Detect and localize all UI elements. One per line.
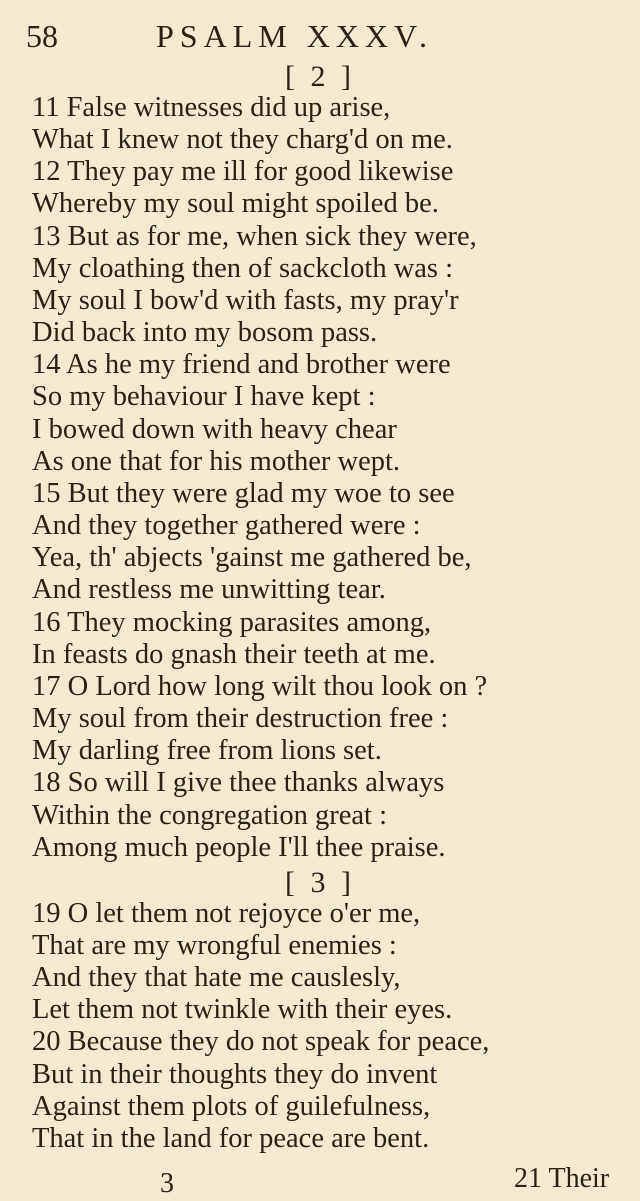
signature-mark: 3 xyxy=(160,1168,174,1199)
verse-line: My soul from their destruction free : xyxy=(32,703,449,735)
verse-line: Let them not twinkle with their eyes. xyxy=(32,994,453,1026)
verse-line: In feasts do gnash their teeth at me. xyxy=(32,638,436,670)
verse-line: 17 O Lord how long wilt thou look on ? xyxy=(32,670,488,702)
verse-line: So my behaviour I have kept : xyxy=(32,381,376,413)
verse-line: My soul I bow'd with fasts, my pray'r xyxy=(32,284,459,316)
verse-line: That in the land for peace are bent. xyxy=(32,1123,430,1154)
page-number: 58 xyxy=(26,18,58,54)
verse-line: And restless me unwitting tear. xyxy=(32,574,386,606)
verse-line: Within the congregation great : xyxy=(32,799,387,831)
verse-line: Did back into my bosom pass. xyxy=(32,317,378,349)
verse-line: And they together gathered were : xyxy=(32,510,421,542)
page-header xyxy=(26,18,600,58)
verse-line: My cloathing then of sackcloth was : xyxy=(32,252,454,284)
verse-line: 13 But as for me, when sick they were, xyxy=(32,220,477,252)
running-title: PSALM XXXV. xyxy=(156,18,434,54)
catchword: 21 Their xyxy=(514,1163,610,1194)
verse-line: What I knew not they charg'd on me. xyxy=(32,123,453,155)
verse-line: I bowed down with heavy chear xyxy=(32,413,397,445)
verse-line: 11 False witnesses did up arise, xyxy=(32,91,391,123)
verse-line: Whereby my soul might spoiled be. xyxy=(32,188,439,220)
verse-line: Against them plots of guilefulness, xyxy=(32,1090,431,1122)
verse-line: Yea, th' abjects 'gainst me gathered be, xyxy=(32,542,472,574)
verse-line: That are my wrongful enemies : xyxy=(32,929,397,961)
verse-line: 20 Because they do not speak for peace, xyxy=(32,1026,490,1058)
verse-line: As one that for his mother wept. xyxy=(32,445,401,477)
verse-line: But in their thoughts they do invent xyxy=(32,1058,438,1090)
verse-line: 15 But they were glad my woe to see xyxy=(32,477,455,509)
verse-line: 19 O let them not rejoyce o'er me, xyxy=(32,897,421,929)
verse-line: 12 They pay me ill for good likewise xyxy=(32,156,454,188)
verse-line: 18 So will I give thee thanks always xyxy=(32,767,445,799)
section-mark-2: [ 2 ] xyxy=(285,60,355,93)
verse-line: Among much people I'll thee praise. xyxy=(32,831,446,863)
verse-line: And they that hate me causlesly, xyxy=(32,962,401,994)
verse-line: My darling free from lions set. xyxy=(32,735,382,767)
verse-line: 14 As he my friend and brother were xyxy=(32,349,451,381)
section-mark-3: [ 3 ] xyxy=(285,865,355,899)
verse-line: 16 They mocking parasites among, xyxy=(32,606,432,638)
